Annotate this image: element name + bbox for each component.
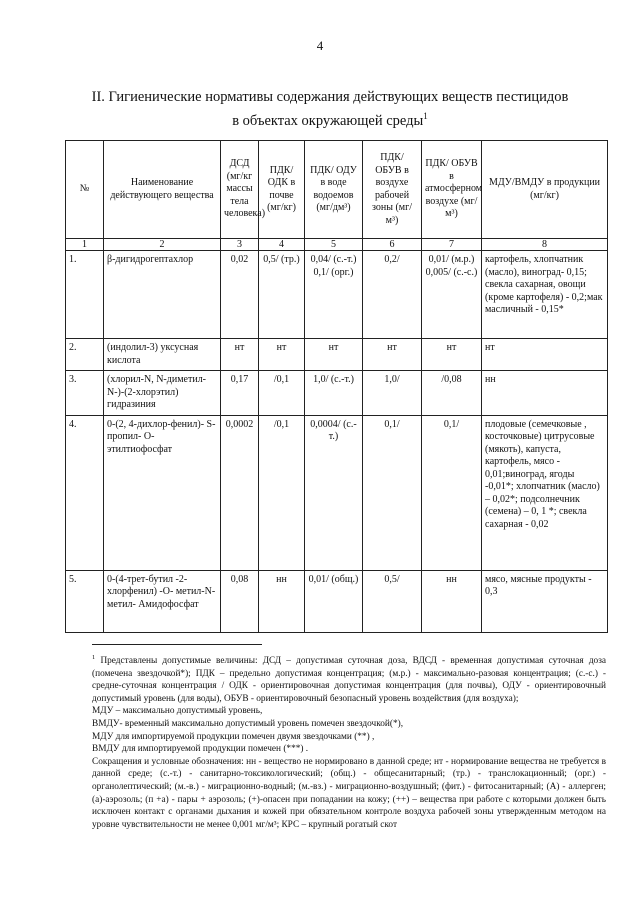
header-no: № — [66, 141, 104, 239]
footnote-definitions — [92, 652, 606, 705]
soil-value: 0,5/ (тр.) — [259, 251, 305, 339]
header-name: Наименование действующего вещества — [104, 141, 221, 239]
substance-name: β-дигидрогептахлор — [104, 251, 221, 339]
footnote-mark: 1 — [92, 654, 96, 661]
atm-air-value: /0,08 — [422, 371, 482, 416]
substance-name: 0-(2, 4-дихлор-фенил)- S-пропил- О- этилтиофосфат — [104, 415, 221, 570]
table-row — [66, 251, 608, 339]
footnote-text-5: ВМДУ для импортируемой продукции помечен (***) . — [92, 744, 309, 755]
substance-name: (хлорил-N, N-диметил- N-)-(2-хлорэтил) гидразиния — [104, 371, 221, 416]
header-dsd: ДСД (мг/кг массы тела человека) — [221, 141, 259, 239]
footnote — [92, 652, 606, 831]
dsd-value: 0,08 — [221, 570, 259, 632]
row-number: 5. — [66, 570, 104, 632]
footnote-divider — [92, 644, 262, 645]
title-line-2 — [60, 107, 600, 131]
footnote-text-1: Представлены допустимые величины: ДСД – допустимая суточная доза, ВДСД - временная допустимая суточная доза (помечена звездочкой*); ПДК – предельно допустимая концентрация; (м.р.) - максимально-разовая концентрация; (с.-с.) - средне-суточная концентрация / ОДК - ориентировочная допустимая концентрация (для почвы), ОДУ - ориентировочный допустимый уровень (для воды), ОБУВ - ориентировочный безопасный уровень воздействия (для воздуха); — [92, 656, 606, 704]
column-number: 1 — [66, 239, 104, 251]
soil-value: /0,1 — [259, 415, 305, 570]
soil-value: /0,1 — [259, 371, 305, 416]
table-row — [66, 415, 608, 570]
atm-air-value: нт — [422, 339, 482, 371]
footnote-text-2: МДУ – максимально допустимый уровень, — [92, 706, 263, 717]
row-number: 3. — [66, 371, 104, 416]
water-value: 0,0004/ (с.-т.) — [305, 415, 363, 570]
header-water: ПДК/ ОДУ в воде водоемов (мг/дм³) — [305, 141, 363, 239]
substance-name: 0-(4-трет-бутил -2- хлорфенил) -О- метил-N-метил- Амидофосфат — [104, 570, 221, 632]
section-title — [60, 88, 600, 131]
row-number: 1. — [66, 251, 104, 339]
mdu-value: мясо, мясные продукты - 0,3 — [482, 570, 608, 632]
column-number: 5 — [305, 239, 363, 251]
title-line-2-text: в объектах окружающей среды — [232, 112, 424, 129]
work-air-value: нт — [363, 339, 422, 371]
mdu-value: нт — [482, 339, 608, 371]
mdu-value: нн — [482, 371, 608, 416]
column-number: 4 — [259, 239, 305, 251]
dsd-value: 0,17 — [221, 371, 259, 416]
footnote-text-3: ВМДУ- временный максимально допустимый уровень помечен звездочкой(*), — [92, 719, 404, 730]
mdu-value: плодовые (семечковые , косточковые) цитрусовые (мякоть), капуста, картофель, мясо - 0,01;виноград, ягоды -0,01*; хлопчатник (масло) – 0,02*; подсолнечник (семена) – 0, 1 *; свекла сахарная - 0,02 — [482, 415, 608, 570]
dsd-value: 0,0002 — [221, 415, 259, 570]
title-footnote-mark: 1 — [423, 111, 428, 121]
norms-table — [65, 140, 608, 633]
header-atm-air: ПДК/ ОБУВ в атмосферном воздухе (мг/м³) — [422, 141, 482, 239]
column-number-row — [66, 239, 608, 251]
table-row — [66, 339, 608, 371]
table-row — [66, 371, 608, 416]
work-air-value: 0,2/ — [363, 251, 422, 339]
work-air-value: 0,1/ — [363, 415, 422, 570]
header-work-air: ПДК/ ОБУВ в воздухе рабочей зоны (мг/м³) — [363, 141, 422, 239]
title-line-1: II. Гигиенические нормативы содержания действующих веществ пестицидов — [91, 89, 569, 105]
header-soil: ПДК/ ОДК в почве (мг/кг) — [259, 141, 305, 239]
page-number: 4 — [316, 38, 324, 53]
header-row — [66, 141, 608, 239]
header-mdu: МДУ/ВМДУ в продукции (мг/кг) — [482, 141, 608, 239]
soil-value: нт — [259, 339, 305, 371]
column-number: 8 — [482, 239, 608, 251]
work-air-value: 0,5/ — [363, 570, 422, 632]
column-number: 2 — [104, 239, 221, 251]
column-number: 7 — [422, 239, 482, 251]
atm-air-value: нн — [422, 570, 482, 632]
table-row — [66, 570, 608, 632]
mdu-value: картофель, хлопчатник (масло), виноград- 0,15; свекла сахарная, овощи (кроме картофеля) - 0,2;мак масличный - 0,15* — [482, 251, 608, 339]
water-value: 0,04/ (с.-т.) 0,1/ (орг.) — [305, 251, 363, 339]
column-number: 6 — [363, 239, 422, 251]
water-value: 0,01/ (общ.) — [305, 570, 363, 632]
row-number: 4. — [66, 415, 104, 570]
soil-value: нн — [259, 570, 305, 632]
atm-air-value: 0,1/ — [422, 415, 482, 570]
work-air-value: 1,0/ — [363, 371, 422, 416]
row-number: 2. — [66, 339, 104, 371]
footnote-abbreviations: Сокращения и условные обозначения: нн - вещество не нормировано в данной среде; нт - нормирование вещества не требуется в данной среде; (с.-т.) - санитарно-токсикологический; (общ.) - общесанитарный; (тр.) - транслокационный; (орг.) - органолептический; (м.-в.) - миграционно-водный; (м.-вз.) - миграционно-воздушный; (фит.) - фитосанитарный; (А) - аллерген; (а)-аэрозоль; (п +а) - пары + аэрозоль; (+)-опасен при попадании на кожу; (++) – вещества при работе с которыми должен быть исключен контакт с органами дыхания и кожей при обязательном контроле воздуха рабочей зоны утвержденным методом на уровне чувствительности не менее 0,001 мг/м³; КРС – крупный рогатый скот — [92, 756, 606, 830]
water-value: нт — [305, 339, 363, 371]
dsd-value: 0,02 — [221, 251, 259, 339]
footnote-text-4: МДУ для импортируемой продукции помечен двумя звездочками (**) , — [92, 731, 375, 742]
dsd-value: нт — [221, 339, 259, 371]
atm-air-value: 0,01/ (м.р.) 0,005/ (с.-с.) — [422, 251, 482, 339]
water-value: 1,0/ (с.-т.) — [305, 371, 363, 416]
column-number: 3 — [221, 239, 259, 251]
substance-name: (индолил-3) уксусная кислота — [104, 339, 221, 371]
